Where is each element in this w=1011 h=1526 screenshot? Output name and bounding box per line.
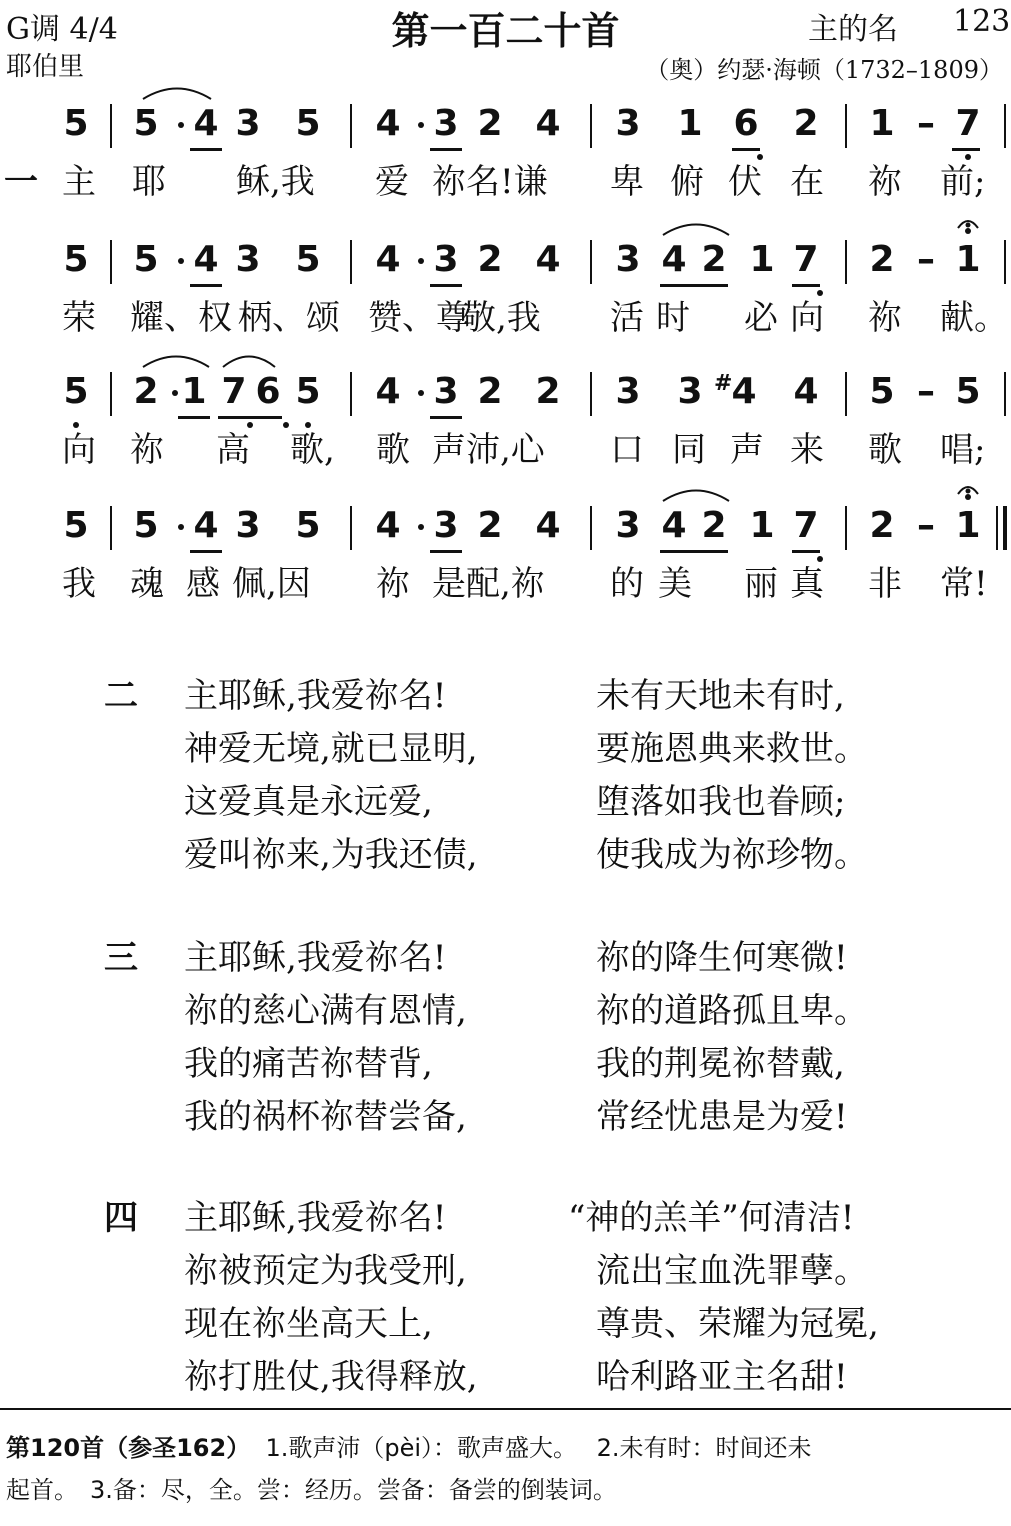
lyric-syllable: 歌, [290,430,335,470]
lyric-syllable: 爱 [375,162,409,202]
notation-row [0,368,1011,428]
note: 4 [661,239,687,280]
lyric-syllable: 高 [216,430,250,470]
verse-number: 四 [104,1198,138,1238]
verse-number: 二 [104,676,138,716]
verse-line-left: 我的痛苦祢替背, [184,1044,433,1084]
lyric-row [0,296,1011,340]
eighth-underline [190,550,222,553]
lyric-syllable: 的 [610,564,644,604]
note: 1 [181,371,207,412]
verse-line-left: 祢打胜仗,我得释放, [184,1357,478,1397]
lyric-syllable: 感 [186,564,220,604]
note: 7 [221,371,247,412]
barline [110,506,112,550]
note: 7 [793,505,819,546]
lyric-syllable: 祢 [376,564,410,604]
verse-line-left: 我的祸杯祢替尝备, [184,1097,467,1137]
lyric-syllable: 歌 [376,430,410,470]
note: 6 [733,103,759,144]
verse-line-right: 流出宝血洗罪孽。 [596,1251,868,1291]
barline [350,506,352,550]
barline [1004,104,1006,148]
note: 1 [869,103,895,144]
note: 3 [235,239,261,280]
verse-line-right: “神的羔羊”何清洁! [568,1198,855,1238]
slur [142,84,212,100]
note: 3 [433,239,459,280]
tune-name: 耶伯里 [6,52,85,82]
lyric-syllable: 必 [744,298,778,338]
lyric-syllable: 配,祢 [466,564,545,604]
final-barline [1003,506,1007,550]
note: 2 [477,371,503,412]
eighth-underline [430,416,462,419]
barline [845,372,847,416]
lyric-syllable: 唱; [940,430,986,470]
lyric-syllable: 荣 [62,298,96,338]
eighth-underline [660,284,728,287]
barline [110,240,112,284]
note: 3 [615,371,641,412]
lyric-syllable: 稣,我 [236,162,315,202]
barline [110,372,112,416]
lyric-row [0,160,1011,204]
lyric-syllable: 献。 [940,298,1008,338]
note: 3 [615,239,641,280]
eighth-underline [178,416,210,419]
lyric-syllable: 名!谦 [466,162,548,202]
barline [845,506,847,550]
note: 4 [375,371,401,412]
verse-line-right: 要施恩典来救世。 [596,729,868,769]
note: 1 [955,239,981,280]
lyric-syllable: 同 [672,430,706,470]
hymn-topic: 主的名 [808,12,898,47]
barline [845,104,847,148]
lyric-syllable: 敬,我 [462,298,541,338]
verse-line-left: 主耶稣,我爱祢名! [184,1198,447,1238]
augmentation-dot [178,122,184,128]
augmentation-dot [418,258,424,264]
note: 2 [869,505,895,546]
lyric-syllable: 向 [62,430,96,470]
note: 1 [749,505,775,546]
key-signature: G调 4/4 [6,12,118,47]
barline [590,240,592,284]
verse-line-right: 祢的道路孤且卑。 [596,991,868,1031]
note: 4 [193,505,219,546]
note: 1 [677,103,703,144]
note: 5 [133,505,159,546]
note: 5 [133,239,159,280]
eighth-underline [952,148,980,151]
note: 5 [295,371,321,412]
lyric-syllable: 前; [940,162,986,202]
lyric-syllable: 是 [432,564,466,604]
lyric-syllable: 常! [940,564,988,604]
lyric-syllable: 美 [658,564,692,604]
footnote-divider [0,1408,1011,1410]
note: 3 [433,505,459,546]
slur [142,352,210,368]
verse-line-left: 神爱无境,就已显明, [184,729,478,769]
footnote-line-2: 起首。 3.备：尽，全。尝：经历。尝备：备尝的倒装词。 [6,1476,617,1504]
eighth-underline [430,550,462,553]
barline [110,104,112,148]
verse-line-right: 堕落如我也眷顾; [596,782,846,822]
lyric-syllable: 丽 [744,564,778,604]
note: 3 [235,505,261,546]
verse-line-right: 尊贵、荣耀为冠冕, [596,1304,879,1344]
verse-line-left: 主耶稣,我爱祢名! [184,676,447,716]
verse-line-right: 我的荆冕祢替戴, [596,1044,845,1084]
barline [1004,372,1006,416]
verse-line-left: 爱叫祢来,为我还债, [184,835,478,875]
lyric-syllable: 祢 [130,430,164,470]
fermata [956,214,980,230]
note: 5 [63,103,89,144]
barline [350,240,352,284]
note: 3 [677,371,703,412]
eighth-underline [430,148,462,151]
lyric-syllable: 祢 [868,162,902,202]
verse-line-left: 这爱真是永远爱, [184,782,433,822]
barline [1004,240,1006,284]
augmentation-dot [418,390,424,396]
footnote-text-1: 1.歌声沛（pèi）：歌声盛大。 2.未有时：时间还未 [265,1434,812,1462]
lyric-syllable: 伏 [728,162,762,202]
eighth-underline [218,416,282,419]
eighth-underline [190,284,222,287]
page-number: 123 [953,4,1011,39]
lyric-syllable: 沛,心 [466,430,545,470]
verse-line-left: 主耶稣,我爱祢名! [184,938,447,978]
note: 4 [535,103,561,144]
note: 4 [535,239,561,280]
verse-line-right: 哈利路亚主名甜! [596,1357,848,1397]
note: 4 [793,371,819,412]
augmentation-dot [418,122,424,128]
augmentation-dot [178,524,184,530]
note: – [917,239,935,280]
verse-line-left: 祢被预定为我受刑, [184,1251,467,1291]
lyric-syllable: 在 [790,162,824,202]
note: 3 [615,505,641,546]
note: 7 [955,103,981,144]
lyric-syllable: 歌 [868,430,902,470]
note: 4 [375,505,401,546]
barline [590,372,592,416]
note: 6 [255,371,281,412]
augmentation-dot [172,390,178,396]
note: 5 [295,103,321,144]
note: 3 [615,103,641,144]
lyric-syllable: 非 [868,564,902,604]
lyric-syllable: 柄、颂 [238,298,340,338]
lyric-syllable: 口 [610,430,644,470]
note: 7 [793,239,819,280]
note: 4 [193,239,219,280]
verse-one-marker: 一 [4,162,38,202]
note: 2 [701,239,727,280]
verse-line-right: 使我成为祢珍物。 [596,835,868,875]
fermata [956,480,980,496]
eighth-underline [190,148,222,151]
note: 4 [375,103,401,144]
lyric-row [0,428,1011,472]
lyric-syllable: 向 [790,298,824,338]
note: 2 [869,239,895,280]
note: 5 [869,371,895,412]
note: 3 [433,371,459,412]
augmentation-dot [178,258,184,264]
note: 4 [731,371,757,412]
slur [662,220,730,236]
note: 5 [295,239,321,280]
verse-line-left: 现在祢坐高天上, [184,1304,433,1344]
composer-credit: （奥）约瑟·海顿（1732–1809） [645,56,1003,84]
note: 5 [133,103,159,144]
lyric-syllable: 时 [656,298,690,338]
footnote-label: 第120首（参圣162） [6,1434,251,1462]
lyric-syllable: 耶 [132,162,166,202]
note: 1 [955,505,981,546]
lyric-syllable: 声 [730,430,764,470]
slur [222,352,276,368]
augmentation-dot [418,524,424,530]
note: 2 [477,103,503,144]
notation-row [0,502,1011,562]
note: 2 [701,505,727,546]
footnote-line-1 [6,1428,812,1463]
lyric-syllable: 活 [610,298,644,338]
note: 4 [375,239,401,280]
verse-line-left: 祢的慈心满有恩情, [184,991,467,1031]
verse-number: 三 [104,938,138,978]
eighth-underline [430,284,462,287]
lyric-syllable: 俯 [670,162,704,202]
note: 4 [661,505,687,546]
lyric-syllable: 赞、尊 [368,298,470,338]
lyric-syllable: 魂 [130,564,164,604]
hymn-title: 第一百二十首 [391,9,620,53]
eighth-underline [792,284,820,287]
note: 5 [955,371,981,412]
lyric-syllable: 来 [790,430,824,470]
note: 5 [63,505,89,546]
note: 5 [63,371,89,412]
note: 5 [63,239,89,280]
note: 5 [295,505,321,546]
lyric-syllable: 我 [62,564,96,604]
barline [350,104,352,148]
notation-row [0,100,1011,160]
barline [590,506,592,550]
sharp-sign: # [714,371,733,396]
lyric-syllable: 卑 [610,162,644,202]
note: 4 [535,505,561,546]
note: 2 [477,505,503,546]
verse-line-right: 祢的降生何寒微! [596,938,848,978]
lyric-syllable: 主 [62,162,96,202]
slur [662,486,730,502]
lyric-syllable: 耀、权 [130,298,232,338]
note: – [917,103,935,144]
note: 2 [133,371,159,412]
barline [590,104,592,148]
note: 2 [793,103,819,144]
note: – [917,371,935,412]
barline [350,372,352,416]
note: 2 [535,371,561,412]
note: – [917,505,935,546]
note: 3 [433,103,459,144]
eighth-underline [732,148,760,151]
lyric-syllable: 真 [790,564,824,604]
verse-line-right: 常经忧患是为爱! [596,1097,848,1137]
note: 1 [749,239,775,280]
eighth-underline [792,550,820,553]
note: 4 [193,103,219,144]
barline [845,240,847,284]
note: 2 [477,239,503,280]
lyric-syllable: 祢 [868,298,902,338]
eighth-underline [660,550,728,553]
note: 3 [235,103,261,144]
notation-row [0,236,1011,296]
lyric-row [0,562,1011,606]
lyric-syllable: 祢 [432,162,466,202]
final-barline [996,506,998,550]
lyric-syllable: 佩,因 [232,564,311,604]
verse-line-right: 未有天地未有时, [596,676,845,716]
lyric-syllable: 声 [432,430,466,470]
